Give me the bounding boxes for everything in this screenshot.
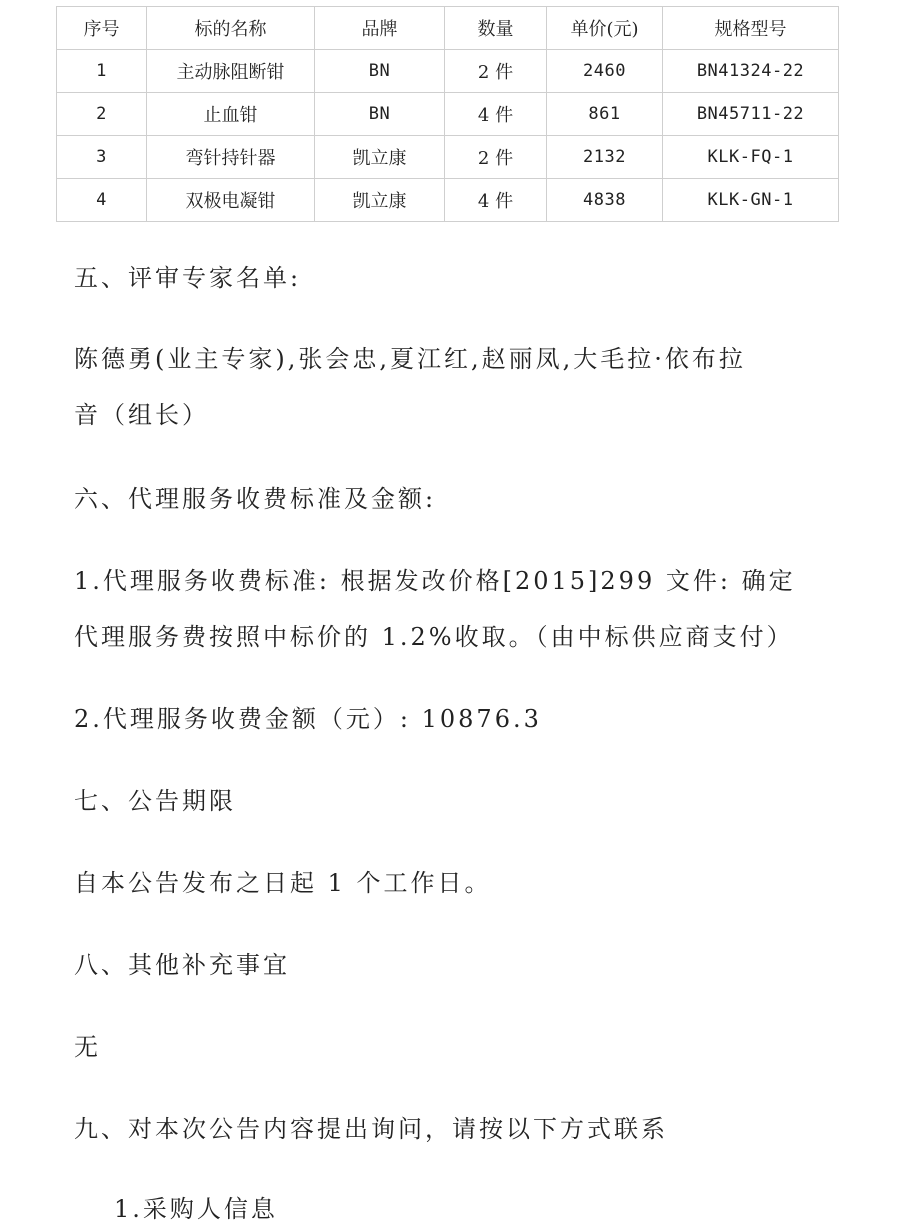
cell-index: 2 bbox=[57, 93, 147, 136]
section-6-heading: 六、代理服务收费标准及金额: bbox=[74, 485, 437, 513]
cell-brand: 凯立康 bbox=[315, 136, 445, 179]
notice-period-text: 自本公告发布之日起 1 个工作日。 bbox=[74, 869, 492, 897]
section-9-heading: 九、对本次公告内容提出询问，请按以下方式联系 bbox=[74, 1115, 668, 1143]
cell-quantity: 4 件 bbox=[445, 93, 547, 136]
cell-unit-price: 4838 bbox=[547, 179, 663, 222]
section-8-heading: 八、其他补充事宜 bbox=[74, 951, 290, 979]
cell-model: BN45711-22 bbox=[663, 93, 839, 136]
cell-quantity: 4 件 bbox=[445, 179, 547, 222]
section-7-heading: 七、公告期限 bbox=[74, 787, 236, 815]
header-model: 规格型号 bbox=[663, 7, 839, 50]
cell-unit-price: 2132 bbox=[547, 136, 663, 179]
fee-amount: 2.代理服务收费金额（元）: 10876.3 bbox=[74, 705, 542, 733]
cell-model: KLK-FQ-1 bbox=[663, 136, 839, 179]
cell-index: 1 bbox=[57, 50, 147, 93]
table-header-row bbox=[57, 7, 839, 50]
bid-items-table bbox=[56, 6, 839, 222]
cell-unit-price: 2460 bbox=[547, 50, 663, 93]
cell-index: 4 bbox=[57, 179, 147, 222]
cell-quantity: 2 件 bbox=[445, 50, 547, 93]
supplementary-text: 无 bbox=[74, 1033, 101, 1061]
table-row bbox=[57, 136, 839, 179]
cell-unit-price: 861 bbox=[547, 93, 663, 136]
expert-list-line-1: 陈德勇(业主专家),张会忠,夏江红,赵丽凤,大毛拉·依布拉 bbox=[74, 345, 746, 373]
cell-model: BN41324-22 bbox=[663, 50, 839, 93]
cell-index: 3 bbox=[57, 136, 147, 179]
header-brand: 品牌 bbox=[315, 7, 445, 50]
expert-list-line-2: 音（组长） bbox=[74, 401, 209, 429]
header-quantity: 数量 bbox=[445, 7, 547, 50]
cell-quantity: 2 件 bbox=[445, 136, 547, 179]
cell-item-name: 双极电凝钳 bbox=[147, 179, 315, 222]
header-index: 序号 bbox=[57, 7, 147, 50]
fee-standard-line-1: 1.代理服务收费标准: 根据发改价格[2015]299 文件: 确定 bbox=[74, 567, 796, 595]
cell-brand: BN bbox=[315, 93, 445, 136]
cell-brand: BN bbox=[315, 50, 445, 93]
table-row bbox=[57, 93, 839, 136]
table-row bbox=[57, 179, 839, 222]
header-unit-price: 单价(元) bbox=[547, 7, 663, 50]
cell-model: KLK-GN-1 bbox=[663, 179, 839, 222]
cell-item-name: 弯针持针器 bbox=[147, 136, 315, 179]
purchaser-info-heading: 1.采购人信息 bbox=[114, 1195, 278, 1223]
section-5-heading: 五、评审专家名单: bbox=[74, 264, 302, 292]
cell-item-name: 主动脉阻断钳 bbox=[147, 50, 315, 93]
cell-item-name: 止血钳 bbox=[147, 93, 315, 136]
table-row bbox=[57, 50, 839, 93]
cell-brand: 凯立康 bbox=[315, 179, 445, 222]
fee-standard-line-2: 代理服务费按照中标价的 1.2%收取。（由中标供应商支付） bbox=[74, 623, 794, 651]
header-item-name: 标的名称 bbox=[147, 7, 315, 50]
